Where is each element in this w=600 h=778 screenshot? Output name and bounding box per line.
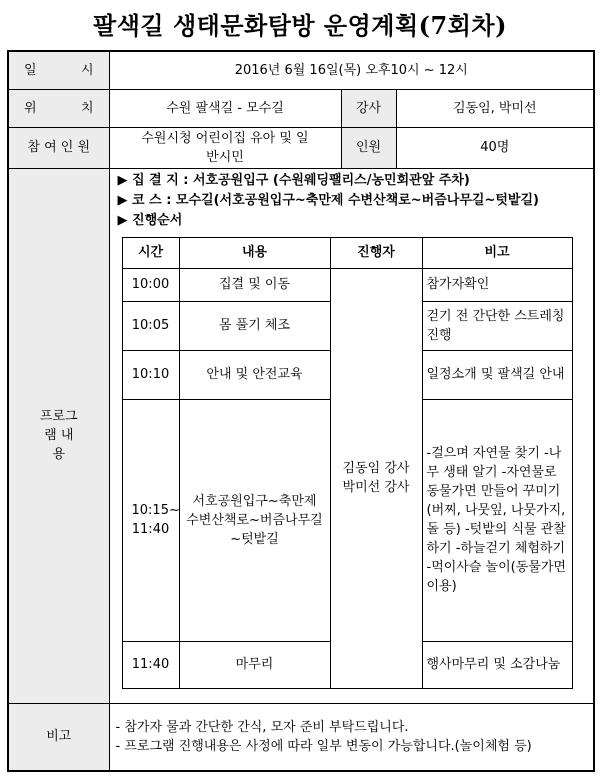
header-time: 시간 <box>122 237 179 268</box>
plan-table <box>7 50 595 772</box>
course-line: ▶ 코 스 : 모수길(서호공원입구~축만제 수변산책로~버즘나무길~텃밭길) <box>117 192 539 208</box>
date-label <box>8 51 109 89</box>
row-time-text: 10:15~ 11:40 <box>131 503 180 537</box>
location-label <box>8 89 109 127</box>
order-heading: ▶ 진행순서 <box>117 212 183 228</box>
row-content: 서호공원입구~축만제 수변산책로~버즘나무길~텃밭길 <box>179 399 330 641</box>
leaders-text: 김동임 강사 박미선 강사 <box>342 461 410 495</box>
leaders-cell <box>330 268 422 688</box>
remark-item: - 프로그램 진행내용은 사정에 따라 일부 변동이 가능합니다.(놀이체험 등) <box>115 738 532 754</box>
row-note: 걷기 전 간단한 스트레칭 진행 <box>422 301 572 350</box>
program-label-text: 프로그램 내 용 <box>39 409 78 462</box>
participants-value <box>109 127 341 168</box>
participants-text: 수원시청 어린이집 유아 및 일반시민 <box>141 130 309 165</box>
remarks-content <box>109 703 594 771</box>
location-value: 수원 팔색길 - 모수길 <box>109 89 341 127</box>
row-content: 몸 풀기 체조 <box>179 301 330 350</box>
row-note: 일정소개 및 팔색길 안내 <box>422 350 572 399</box>
header-leader: 진행자 <box>330 237 422 268</box>
participants-label: 참 여 인 원 <box>8 127 109 168</box>
row-time <box>122 399 179 641</box>
row-content: 집결 및 이동 <box>179 268 330 301</box>
row-time: 11:40 <box>122 641 179 688</box>
program-content <box>109 168 594 703</box>
date-label-part1: 일 <box>24 62 37 78</box>
row-note: 참가자확인 <box>422 268 572 301</box>
row-note: 행사마무리 및 소감나눔 <box>422 641 572 688</box>
date-value: 2016년 6월 16일(목) 오후10시 ~ 12시 <box>109 51 594 89</box>
date-label-part2: 시 <box>80 62 94 78</box>
table-row <box>122 268 572 301</box>
row-content: 안내 및 안전교육 <box>179 350 330 399</box>
meeting-point: ▶ 집 결 지 : 서호공원입구 (수원웨딩팰리스/농민회관앞 주차) <box>117 172 470 188</box>
row-time: 10:00 <box>122 268 179 301</box>
row-note: -걸으며 자연물 찾기 -나무 생태 알기 -자연물로 동물가면 만들어 꾸미기(버찌, 나뭇잎, 나뭇가지, 돌 등) -텃밭의 식물 관찰 하기 -하늘걷기 체험하기 -먹이사슬 놀이(동물가면 이용) <box>422 399 572 641</box>
row-content: 마무리 <box>179 641 330 688</box>
row-time: 10:05 <box>122 301 179 350</box>
headcount-value: 40명 <box>396 127 594 168</box>
instructor-value: 김동임, 박미선 <box>396 89 594 127</box>
location-label-part1: 위 <box>24 100 37 116</box>
document-title: 팔색길 생태문화탐방 운영계획(7회차) <box>93 11 507 40</box>
location-label-part2: 치 <box>80 100 94 116</box>
header-content: 내용 <box>179 237 330 268</box>
instructor-label: 강사 <box>341 89 396 127</box>
schedule-table <box>122 237 573 689</box>
headcount-label: 인원 <box>341 127 396 168</box>
program-label <box>8 168 109 703</box>
remarks-label: 비고 <box>8 703 109 771</box>
remark-item: - 참가자 물과 간단한 간식, 모자 준비 부탁드립니다. <box>115 719 409 735</box>
row-time: 10:10 <box>122 350 179 399</box>
header-note: 비고 <box>422 237 572 268</box>
